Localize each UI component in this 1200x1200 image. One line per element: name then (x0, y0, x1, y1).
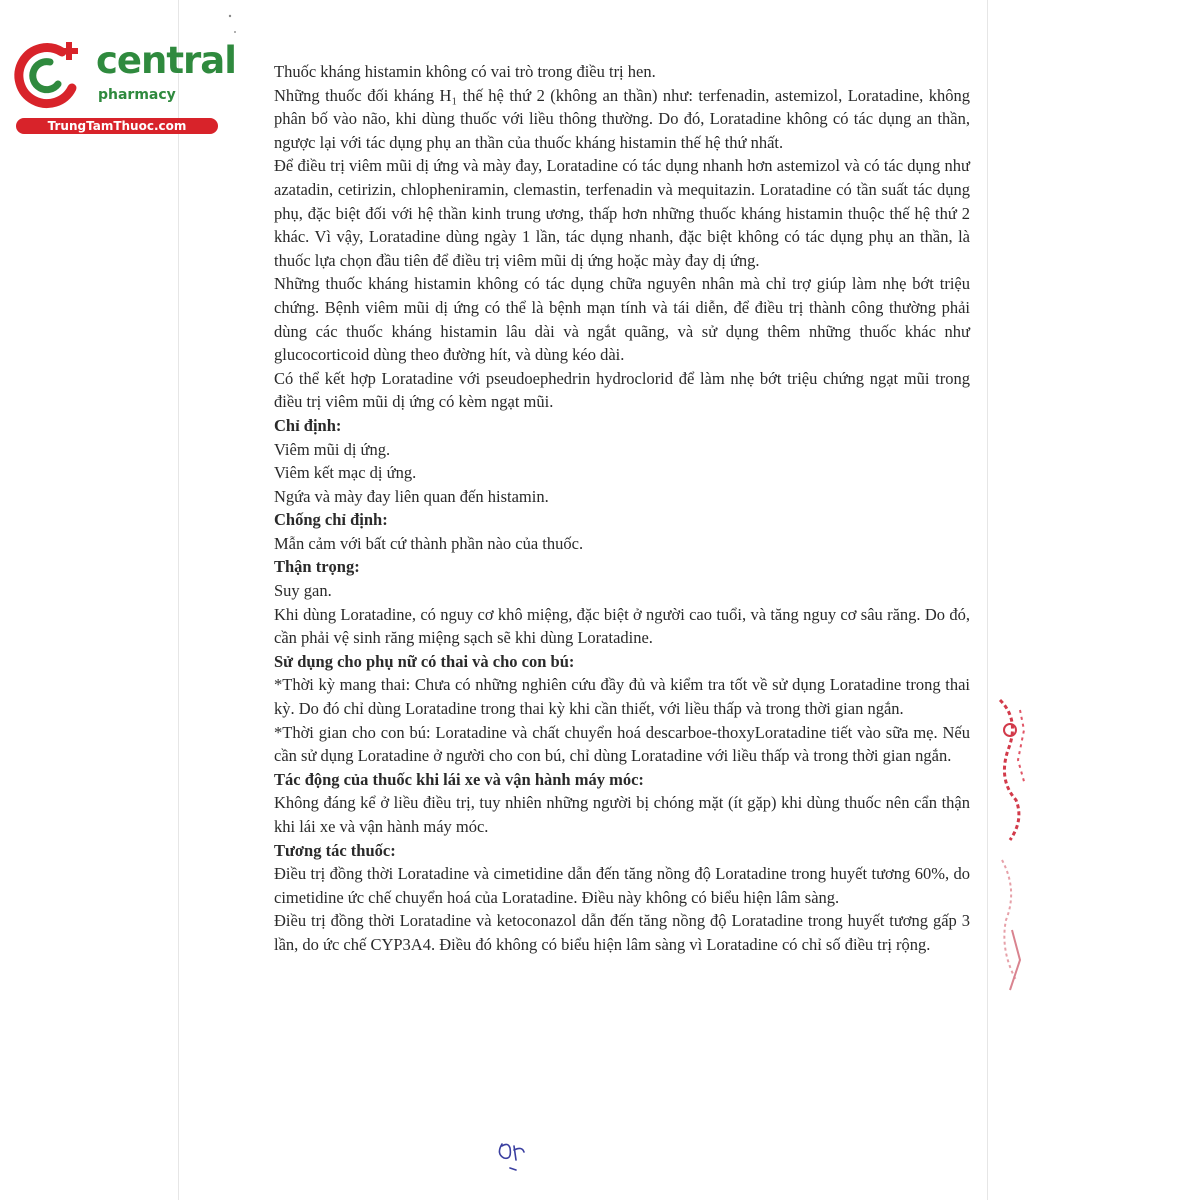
scan-marks (224, 8, 244, 38)
section-heading-interactions: Tương tác thuốc: (274, 840, 396, 860)
paragraph: *Thời kỳ mang thai: Chưa có những nghiên cứu đầy đủ và kiểm tra tốt về sử dụng Loratadine trong thai kỳ. Do đó chỉ dùng Loratadine trong thai kỳ khi cần thiết, với liều thấp và trong thời gian ngắn. (274, 675, 970, 719)
logo-brand-name: central (96, 39, 236, 82)
paragraph: Khi dùng Loratadine, có nguy cơ khô miệng, đặc biệt ở người cao tuổi, và tăng nguy cơ sâu răng. Do đó, cần phải vệ sinh răng miệng sạch sẽ khi dùng Loratadine. (274, 604, 970, 648)
logo-website: TrungTamThuoc.com (16, 118, 218, 134)
section-heading-driving: Tác động của thuốc khi lái xe và vận hành máy móc: (274, 769, 644, 789)
paragraph: Những thuốc đối kháng H₁ thế hệ thứ 2 (không an thần) như: terfenadin, astemizol, Loratadine, không phân bố vào não, khi dùng thuốc với liều thông thường. Do đó, Loratadine không có tác dụng an thần, ngược lại với tác dụng phụ an thần của thuốc kháng histamin thế hệ thứ nhất. (274, 85, 970, 152)
section-heading-pregnancy: Sử dụng cho phụ nữ có thai và cho con bú: (274, 651, 575, 671)
paragraph: Viêm mũi dị ứng. (274, 439, 391, 459)
central-pharmacy-logo (10, 36, 236, 136)
paragraph: Không đáng kể ở liều điều trị, tuy nhiên những người bị chóng mặt (ít gặp) khi dùng thuốc nên cẩn thận khi lái xe và vận hành máy móc. (274, 793, 970, 836)
paragraph: *Thời gian cho con bú: Loratadine và chất chuyển hoá descarboe-thoxyLoratadine tiết vào sữa mẹ. Nếu cần sử dụng Loratadine ở người cho con bú, chỉ dùng Loratadine với liều thấp và trong thời gian ngắn. (274, 722, 970, 766)
document-body (274, 60, 970, 957)
paragraph: Những thuốc kháng histamin không có tác dụng chữa nguyên nhân mà chỉ trợ giúp làm nhẹ bớt triệu chứng. Bệnh viêm mũi dị ứng có thể là bệnh mạn tính và tái diễn, để điều trị thành công thường phải dùng các thuốc kháng histamin lâu dài và ngắt quãng, và sử dụng thêm những thuốc khác như glucocorticoid dùng theo đường hít, và dùng kéo dài. (274, 274, 970, 365)
paragraph: Điều trị đồng thời Loratadine và cimetidine dẫn đến tăng nồng độ Loratadine trong huyết tương 60%, do cimetidine ức chế chuyển hoá của Loratadine. Điều này không có biểu hiện lâm sàng. (274, 864, 970, 907)
section-heading-chi-dinh: Chỉ định: (274, 415, 342, 435)
paragraph: Mẫn cảm với bất cứ thành phần nào của thuốc. (274, 533, 584, 553)
section-heading-than-trong: Thận trọng: (274, 557, 360, 577)
paragraph: Có thể kết hợp Loratadine với pseudoephedrin hydroclorid để làm nhẹ bớt triệu chứng ngạt mũi trong điều trị viêm mũi dị ứng có kèm ngạt mũi. (274, 368, 970, 412)
paragraph: Ngứa và mày đay liên quan đến histamin. (274, 486, 549, 506)
red-seal-stamp (990, 690, 1030, 1010)
pharmacy-logo-icon (10, 36, 94, 116)
paragraph: Để điều trị viêm mũi dị ứng và mày đay, Loratadine có tác dụng nhanh hơn astemizol và có tác dụng như azatadin, cetirizin, chlopheniramin, clemastin, terfenadin và mequitazin. Loratadine có tần suất tác dụng phụ, đặc biệt đối với hệ thần kinh trung ương, thấp hơn những thuốc kháng histamin thuộc thế hệ thứ 2 khác. Vì vậy, Loratadine dùng ngày 1 lần, tác dụng nhanh, đặc biệt không có tác dụng phụ an thần, là thuốc lựa chọn đầu tiên để điều trị viêm mũi dị ứng hoặc mày đay dị ứng. (274, 156, 970, 270)
handwritten-initials (494, 1138, 534, 1174)
paragraph: Thuốc kháng histamin không có vai trò trong điều trị hen. (274, 62, 656, 81)
paragraph: Điều trị đồng thời Loratadine và ketoconazol dẫn đến tăng nồng độ Loratadine trong huyết tương gấp 3 lần, do ức chế CYP3A4. Điều đó không có biểu hiện lâm sàng vì Loratadine có chỉ số điều trị rộng. (274, 911, 970, 954)
section-heading-chong-chi-dinh: Chống chỉ định: (274, 510, 388, 530)
paragraph: Viêm kết mạc dị ứng. (274, 463, 417, 483)
logo-subtitle: pharmacy (98, 87, 176, 103)
paragraph: Suy gan. (274, 581, 332, 601)
